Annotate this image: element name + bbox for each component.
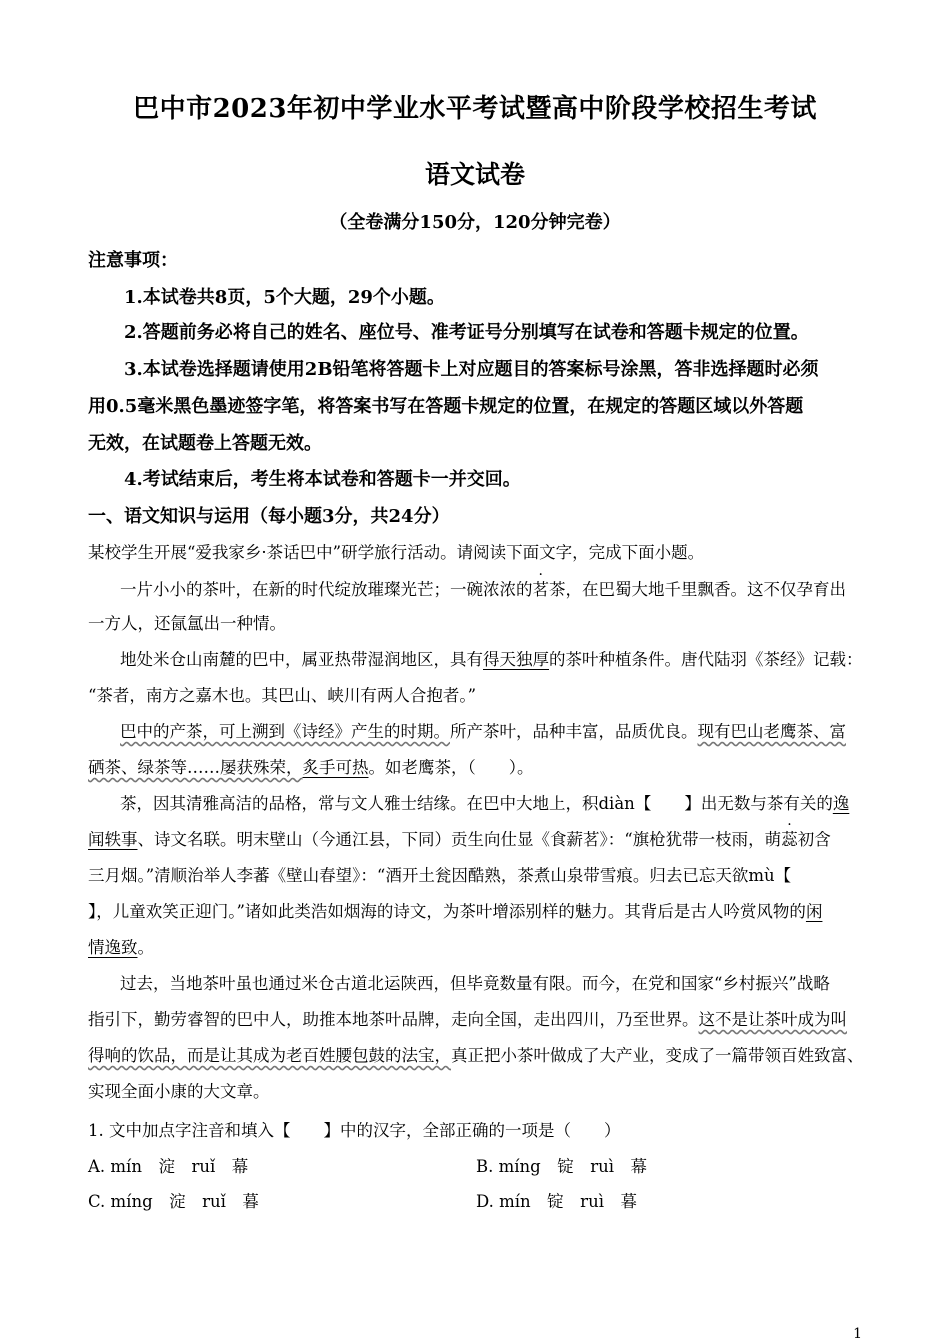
passage-line: 指引下，勤劳睿智的巴中人，助推本地茶叶品牌，走向全国，走出四川，乃至世界。这不是让茶叶成为叫 <box>88 1010 847 1029</box>
exam-title: 巴中市2023年初中学业水平考试暨高中阶段学校招生考试 <box>133 94 817 124</box>
exam-duration-note: （全卷满分150分，120分钟完卷） <box>329 212 621 233</box>
underlined-phrase: 炙手可热 <box>302 758 369 777</box>
section-intro: 某校学生开展“爱我家乡·茶话巴中”研学旅行活动。请阅读下面文字，完成下面小题。 <box>88 543 705 562</box>
underlined-phrase: 闲 <box>805 902 823 921</box>
option-d: D. mín 锭 ruì 暮 <box>476 1192 637 1211</box>
section-heading: 一、语文知识与运用（每小题3分，共24分） <box>88 506 450 527</box>
page-number: 1 <box>853 1326 862 1342</box>
passage-line: 巴中的产茶，可上溯到《诗经》产生的时期。所产茶叶，品种丰富，品质优良。现有巴山老鹰茶、富 <box>120 722 846 741</box>
notice-item-2: 2.答题前务必将自己的姓名、座位号、准考证号分别填写在试卷和答题卡规定的位置。 <box>124 322 809 343</box>
passage-line: 三月烟。”清顺治举人李蕃《壁山春望》：“酒开土瓮因酷熟，茶煮山泉带雪痕。归去已忘天欲mù【 <box>88 866 792 885</box>
notice-item-1: 1.本试卷共8页，5个大题，29个小题。 <box>124 287 445 308</box>
passage-line: 茶，因其清雅高洁的品格，常与文人雅士结缘。在巴中大地上，积diàn【 】出无数与茶有关的逸 <box>120 794 850 813</box>
underlined-phrase: 逸 <box>832 794 850 813</box>
passage-line: “茶者，南方之嘉木也。其巴山、峡川有两人合抱者。” <box>88 686 477 705</box>
dotted-char: 茗 <box>532 580 549 599</box>
underlined-phrase: 得天独厚 <box>483 650 549 669</box>
pinyin: mù <box>748 866 775 885</box>
passage-line: 一片小小的茶叶，在新的时代绽放璀璨光芒；一碗浓浓的茗茶，在巴蜀大地千里飘香。这不仅孕育出 <box>120 580 846 599</box>
question-stem: 1. 文中加点字注音和填入【 】中的汉字，全部正确的一项是（ ） <box>88 1121 621 1140</box>
passage-line: 】，儿童欢笑正迎门。”诸如此类浩如烟海的诗文，为茶叶增添别样的魅力。其背后是古人吟赏风物的闲 <box>88 902 823 921</box>
notice-item-3-end: 无效，在试题卷上答题无效。 <box>88 433 322 454</box>
notice-heading: 注意事项： <box>88 250 178 271</box>
passage-line: 情逸致。 <box>88 938 154 957</box>
subject-title: 语文试卷 <box>424 160 525 189</box>
passage-line: 得响的饮品，而是让其成为老百姓腰包鼓的法宝，真正把小茶叶做成了大产业，变成了一篇带领百姓致富、 <box>88 1046 864 1065</box>
wavy-sentence: 这不是让茶叶成为叫 <box>698 1010 847 1029</box>
wavy-sentence: 硒茶、绿茶等……屡获殊荣， <box>88 758 303 777</box>
passage-line: 硒茶、绿茶等……屡获殊荣，炙手可热。如老鹰茶，（ ）。 <box>88 758 534 777</box>
notice-item-3: 3.本试卷选择题请使用2B铅笔将答题卡上对应题目的答案标号涂黑，答非选择题时必须 <box>124 359 819 380</box>
option-a: A. mín 淀 ruǐ 幕 <box>88 1157 249 1176</box>
underlined-phrase: 情逸致 <box>88 938 138 957</box>
passage-line: 闻轶事、诗文名联。明末壁山（今通江县，下同）贡生向仕显《食薪茗》：“旗枪犹带一枝雨，萌蕊初含 <box>88 830 831 849</box>
option-b: B. míng 锭 ruì 幕 <box>476 1157 648 1176</box>
underlined-phrase: 闻轶事 <box>88 830 138 849</box>
blank-bracket: 【 】出无数与茶有关的 <box>634 794 833 813</box>
option-c: C. míng 淀 ruǐ 暮 <box>88 1192 259 1211</box>
passage-line: 实现全面小康的大文章。 <box>88 1082 270 1101</box>
wavy-sentence: 现有巴山老鹰茶、富 <box>697 722 846 741</box>
wavy-sentence: 得响的饮品，而是让其成为老百姓腰包鼓的法宝， <box>88 1046 451 1065</box>
wavy-sentence: 巴中的产茶，可上溯到《诗经》产生的时期。 <box>120 722 450 741</box>
pinyin: diàn <box>598 794 635 813</box>
passage-line: 一方人，还氤氲出一种情。 <box>88 614 286 633</box>
notice-item-4: 4.考试结束后，考生将本试卷和答题卡一并交回。 <box>124 469 521 490</box>
dotted-char: 蕊 <box>781 830 798 849</box>
notice-item-3-cont: 用0.5毫米黑色墨迹签字笔，将答案书写在答题卡规定的位置，在规定的答题区域以外答题 <box>88 396 804 417</box>
passage-line: 过去，当地茶叶虽也通过米仓古道北运陕西，但毕竟数量有限。而今，在党和国家“乡村振兴”战略 <box>120 974 830 993</box>
blank-bracket: 【 <box>774 866 792 885</box>
passage-line: 地处米仓山南麓的巴中，属亚热带湿润地区，具有得天独厚的茶叶种植条件。唐代陆羽《茶经》记载： <box>120 650 863 669</box>
